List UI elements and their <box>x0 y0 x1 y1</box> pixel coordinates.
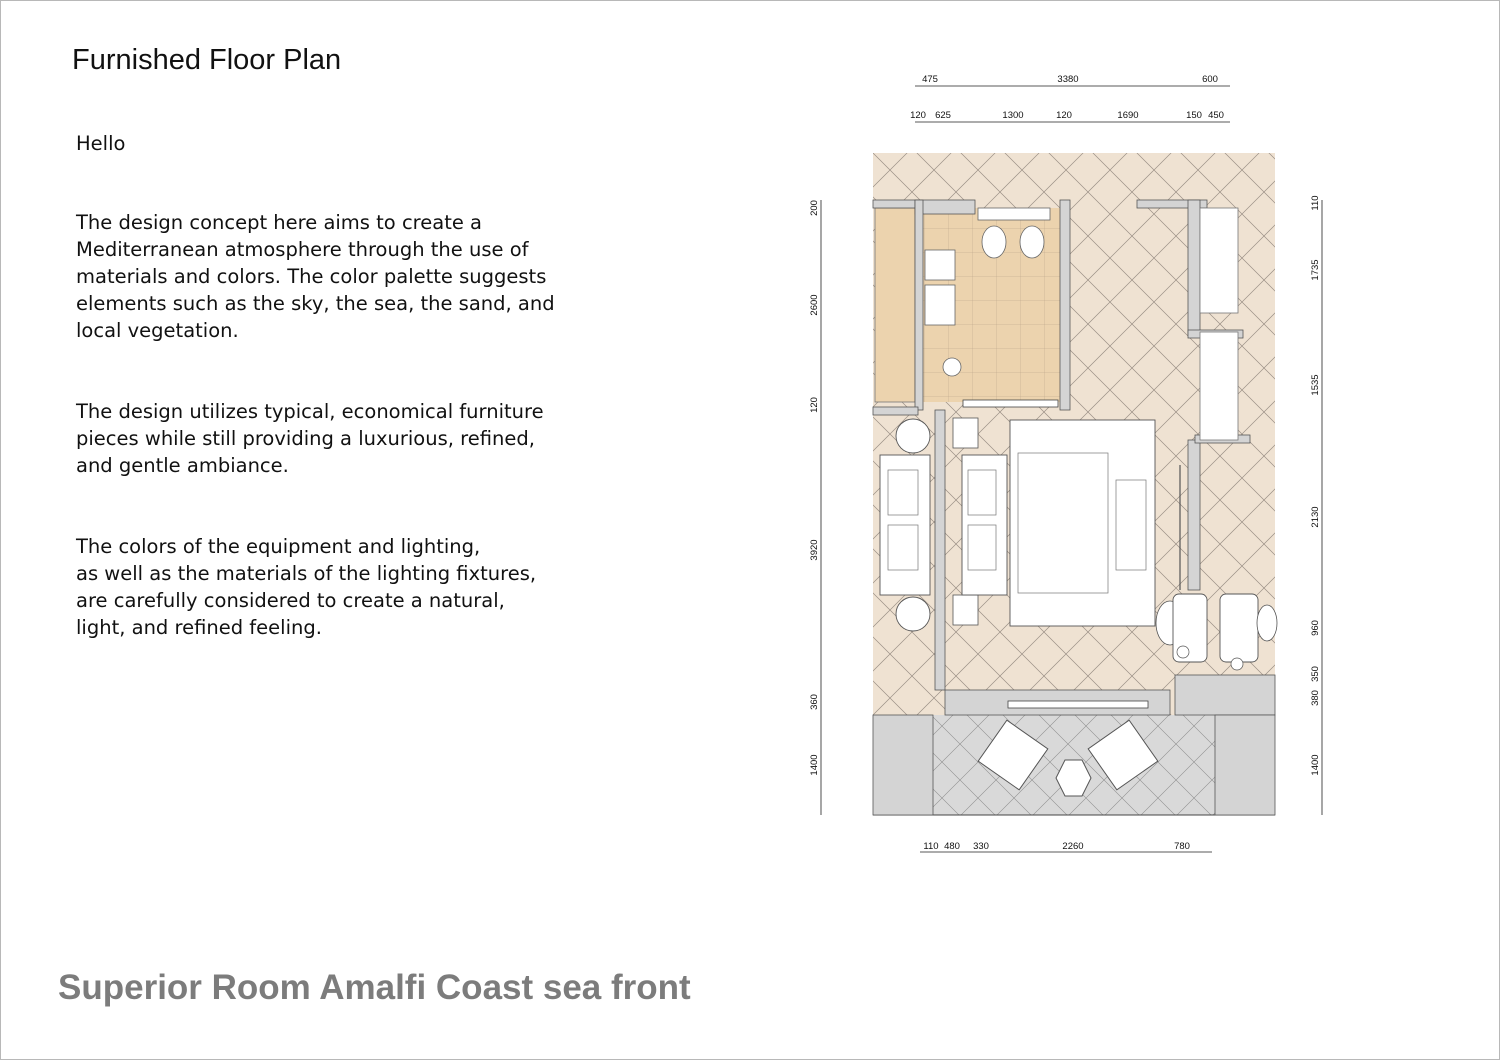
bidet <box>1020 226 1044 258</box>
vanity-counter <box>978 208 1050 220</box>
closet-upper <box>1200 208 1238 313</box>
dim-right-960: 960 <box>1310 620 1321 636</box>
concept-paragraph: The design concept here aims to create a Mediterranean atmosphere through the use of materials and colors. The color palette suggests elements such as the sky, the sea, the sand, and local vegetation. <box>76 211 555 342</box>
dim-left-2600: 2600 <box>809 294 820 316</box>
dim-left-200: 200 <box>809 200 820 216</box>
dim-top2-120b: 120 <box>1056 110 1072 121</box>
nightstand-bottom <box>953 595 978 625</box>
desk-right <box>1220 594 1258 662</box>
room-name-footer: Superior Room Amalfi Coast sea front <box>58 968 691 1007</box>
page-title: Furnished Floor Plan <box>72 44 342 76</box>
dim-left-120: 120 <box>809 397 820 413</box>
closet-lower <box>1200 332 1238 440</box>
dim-left-360: 360 <box>809 694 820 710</box>
side-table-top <box>896 419 930 453</box>
lighting-paragraph: The colors of the equipment and lighting, as well as the materials of the lighting fixtures, are carefully considered to create a natural, light, and refined feeling. <box>76 535 537 639</box>
dim-top2-1690: 1690 <box>1117 110 1139 121</box>
shower-tray <box>925 250 955 280</box>
dim-top2-120: 120 <box>910 110 926 121</box>
floor-plan-drawing <box>780 60 1380 880</box>
dim-top-3380: 3380 <box>1057 74 1079 85</box>
dim-bottom-110: 110 <box>923 841 939 852</box>
furniture-paragraph: The design utilizes typical, economical furniture pieces while still providing a luxurious, refined, and gentle ambiance. <box>76 400 544 477</box>
dim-right-350: 350 <box>1310 666 1321 682</box>
dim-bottom-330: 330 <box>973 841 989 852</box>
dim-top-600: 600 <box>1202 74 1218 85</box>
dim-right-380: 380 <box>1310 690 1321 706</box>
sliding-door <box>963 400 1058 407</box>
dim-left-3920: 3920 <box>809 539 820 561</box>
dim-bottom-480: 480 <box>944 841 960 852</box>
dim-right-110: 110 <box>1310 195 1321 211</box>
dim-top2-1300: 1300 <box>1002 110 1024 121</box>
dim-top2-625: 625 <box>935 110 951 121</box>
dim-right-1400: 1400 <box>1310 754 1321 776</box>
dim-bottom-2260: 2260 <box>1062 841 1084 852</box>
bench <box>1116 480 1146 570</box>
greeting-text: Hello <box>76 132 126 155</box>
toilet <box>982 226 1006 258</box>
dim-top-475: 475 <box>922 74 938 85</box>
dim-bottom-780: 780 <box>1174 841 1190 852</box>
balcony-window <box>1008 701 1148 708</box>
dim-right-1535: 1535 <box>1310 374 1321 396</box>
shower-drain <box>925 285 955 325</box>
dim-top2-150: 150 <box>1186 110 1202 121</box>
washbasin <box>943 358 961 376</box>
dim-left-1400: 1400 <box>809 754 820 776</box>
side-table-bottom <box>896 597 930 631</box>
wardrobe <box>875 208 915 402</box>
dim-right-2130: 2130 <box>1310 506 1321 528</box>
nightstand-top <box>953 418 978 448</box>
dim-right-1735: 1735 <box>1310 259 1321 281</box>
chair-right <box>1257 605 1277 641</box>
dim-top2-450: 450 <box>1208 110 1224 121</box>
